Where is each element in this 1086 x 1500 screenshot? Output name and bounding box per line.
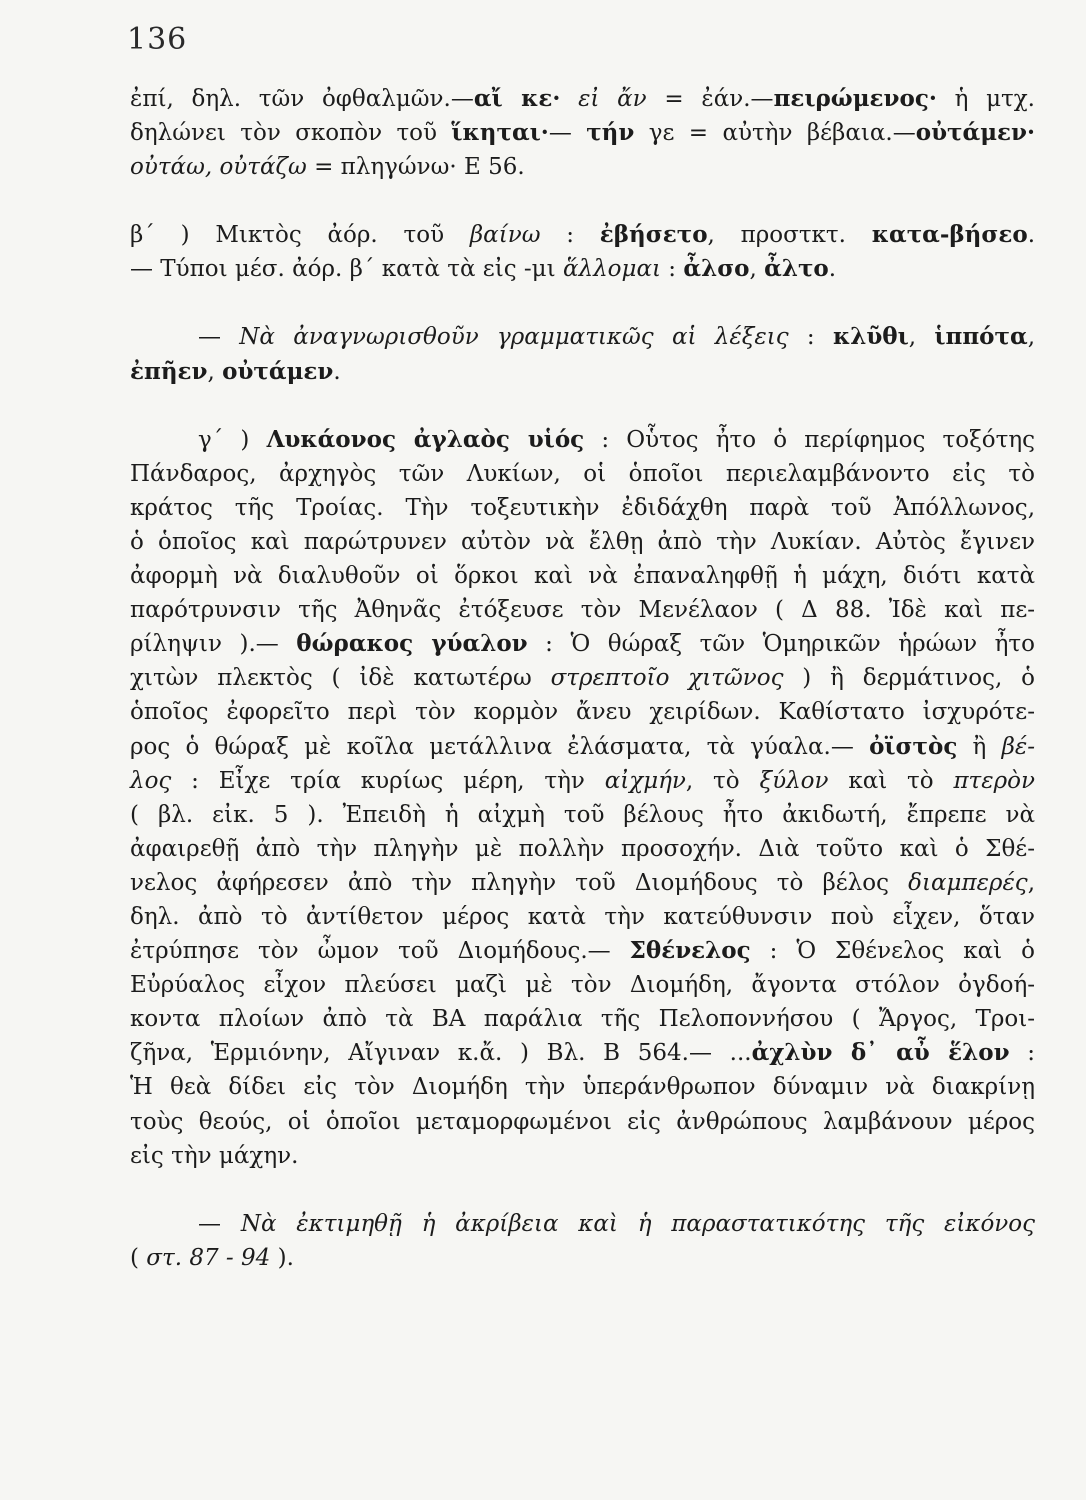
text-line: ( βλ. εἰκ. 5 ). Ἐπειδὴ ἡ αἰχμὴ τοῦ βέλους ἦτο ἀκιδωτή, ἔπρεπε νὰ [130, 801, 1035, 828]
text-line: ἐπί, δηλ. τῶν ὀφθαλμῶν.—αἴ κε· εἰ ἄν = ἐάν.—πειρώμενος· ἡ μτχ. [130, 85, 1035, 112]
text-line: ζῆνα, Ἑρμιόνην, Αἴγιναν κ.ἄ. ) Βλ. Β 564.— ...ἀχλὺν δ᾿ αὖ ἕλον : [130, 1039, 1035, 1067]
text-line: ὁ ὁποῖος καὶ παρώτρυνεν αὐτὸν νὰ ἔλθῃ ἀπὸ τὴν Λυκίαν. Αὐτὸς ἔγινεν [130, 528, 1035, 555]
text-line: ὁποῖος ἐφορεῖτο περὶ τὸν κορμὸν ἄνευ χειρίδων. Καθίστατο ἰσχυρότε- [130, 699, 1035, 726]
text-line: — Τύποι μέσ. ἀόρ. β΄ κατὰ τὰ εἰς -μι ἅλλομαι : ἆλσο, ἆλτο. [130, 255, 837, 283]
text-line: εἰς τὴν μάχην. [130, 1142, 299, 1169]
text-line: ἐπῆεν, οὐτάμεν. [130, 357, 341, 385]
text-line: κοντα πλοίων ἀπὸ τὰ ΒΑ παράλια τῆς Πελοποννήσου ( Ἄργος, Τροι- [130, 1006, 1035, 1033]
text-line: τοὺς θεούς, οἱ ὁποῖοι μεταμορφωμένοι εἰς ἀνθρώπους λαμβάνουν μέρος [130, 1108, 1035, 1135]
paragraph-beta [130, 218, 1035, 286]
paragraph-homeric-notes [130, 82, 1035, 184]
text-line: κράτος τῆς Τροίας. Τὴν τοξευτικὴν ἐδιδάχθη παρὰ τοῦ Ἀπόλλωνος, [130, 494, 1035, 521]
text-line: λος : Εἶχε τρία κυρίως μέρη, τὴν αἰχμήν, τὸ ξύλον καὶ τὸ πτερὸν [130, 767, 1035, 794]
text-line: ἐτρύπησε τὸν ὦμον τοῦ Διομήδους.— Σθένελος : Ὁ Σθένελος καὶ ὁ [130, 937, 1035, 965]
text-line: ρος ὁ θώραξ μὲ κοῖλα μετάλλινα ἐλάσματα, τὰ γύαλα.— ὀϊστὸς ἢ βέ- [130, 732, 1035, 760]
text-line: νελος ἀφήρεσεν ἀπὸ τὴν πληγὴν τοῦ Διομήδους τὸ βέλος διαμπερές, [130, 869, 1035, 896]
paragraph-gamma [130, 423, 1035, 1173]
text-line: ρίληψιν ).— θώρακος γύαλον : Ὁ θώραξ τῶν Ὁμηρικῶν ἡρώων ἦτο [130, 630, 1035, 658]
page-number: 136 [127, 22, 188, 57]
text-line: χιτὼν πλεκτὸς ( ἰδὲ κατωτέρω στρεπτοῖο χιτῶνος ) ἢ δερμάτινος, ὁ [130, 665, 1035, 692]
text-line: δηλ. ἀπὸ τὸ ἀντίθετον μέρος κατὰ τὴν κατεύθυνσιν ποὺ εἶχεν, ὅταν [130, 903, 1035, 930]
text-line: ἀφαιρεθῇ ἀπὸ τὴν πληγὴν μὲ πολλὴν προσοχήν. Διὰ τοῦτο καὶ ὁ Σθέ- [130, 835, 1035, 862]
text-line: οὐτάω, οὐτάζω = πληγώνω· Ε 56. [130, 154, 525, 181]
text-line: Πάνδαρος, ἀρχηγὸς τῶν Λυκίων, οἱ ὁποῖοι περιελαμβάνοντο εἰς τὸ [130, 460, 1035, 487]
paragraph-gap [130, 184, 1035, 218]
text-line: γ΄ ) Λυκάονος ἀγλαὸς υἱός : Οὗτος ἦτο ὁ περίφημος τοξότης [198, 425, 1036, 453]
body-text [130, 82, 1035, 1275]
text-line: παρότρυνσιν τῆς Ἀθηνᾶς ἐτόξευσε τὸν Μενέλαον ( Δ 88. Ἰδὲ καὶ πε- [130, 597, 1035, 624]
paragraph-gap [130, 1173, 1035, 1207]
paragraph-gap [130, 389, 1035, 423]
paragraph-exercise-grammar [130, 320, 1035, 388]
text-line: β΄ ) Μικτὸς ἀόρ. τοῦ βαίνω : ἐβήσετο, προστκτ. κατα-βήσεο. [130, 221, 1035, 249]
text-line: Εὐρύαλος εἶχον πλεύσει μαζὶ μὲ τὸν Διομήδη, ἄγοντα στόλον ὀγδοή- [130, 972, 1035, 999]
paragraph-gap [130, 286, 1035, 320]
text-line: ( στ. 87 - 94 ). [130, 1244, 294, 1271]
text-line: — Νὰ ἐκτιμηθῇ ἡ ἀκρίβεια καὶ ἡ παραστατικότης τῆς εἰκόνος [198, 1210, 1036, 1237]
paragraph-exercise-image [130, 1207, 1035, 1275]
text-line: — Νὰ ἀναγνωρισθοῦν γραμματικῶς αἱ λέξεις : κλῦθι, ἱππότα, [198, 323, 1036, 351]
text-line: ἀφορμὴ νὰ διαλυθοῦν οἱ ὅρκοι καὶ νὰ ἐπαναληφθῇ ἡ μάχη, διότι κατὰ [130, 563, 1035, 590]
text-line: Ἡ θεὰ δίδει εἰς τὸν Διομήδη τὴν ὑπεράνθρωπον δύναμιν νὰ διακρίνῃ [130, 1074, 1035, 1101]
text-line: δηλώνει τὸν σκοπὸν τοῦ ἵκηται·— τήν γε = αὐτὴν βέβαια.—οὐτάμεν· [130, 119, 1036, 147]
